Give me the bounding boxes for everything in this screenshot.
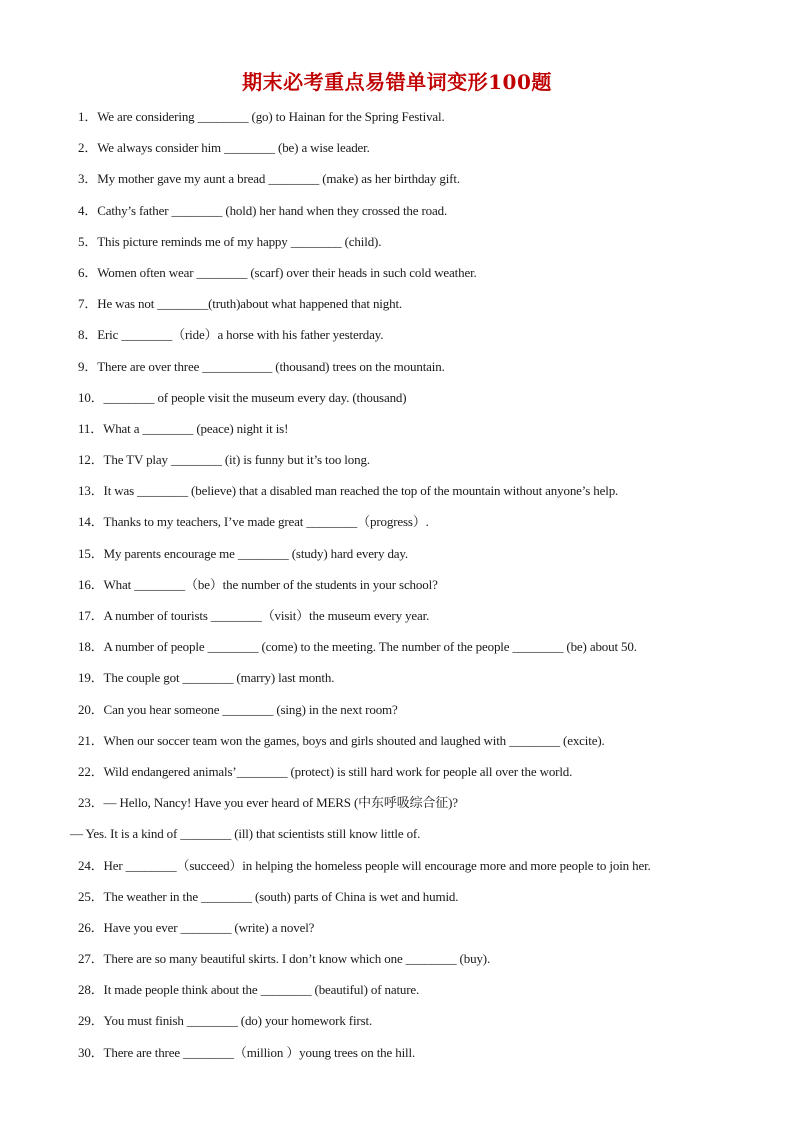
question-16: 16．What ________（be）the number of the students in your school? — [78, 576, 438, 592]
question-23: 23．— Hello, Nancy! Have you ever heard of MERS (中东呼吸综合征)? — [78, 795, 458, 811]
question-27: 27．There are so many beautiful skirts. I don’t know which one ________ (buy). — [78, 951, 491, 967]
question-5: 5．This picture reminds me of my happy ________ (child). — [78, 233, 382, 249]
question-2: 2．We always consider him ________ (be) a wise leader. — [78, 140, 370, 156]
question-list — [70, 106, 758, 1073]
question-24: 24．Her ________（succeed）in helping the homeless people will encourage more and more people to join her. — [78, 857, 651, 873]
question-26: 26．Have you ever ________ (write) a novel? — [78, 919, 315, 935]
question-21: 21．When our soccer team won the games, boys and girls shouted and laughed with ________ (excite). — [78, 732, 605, 748]
question-25: 25．The weather in the ________ (south) parts of China is wet and humid. — [78, 888, 459, 904]
question-18: 18．A number of people ________ (come) to the meeting. The number of the people ________ (be) about 50. — [78, 639, 637, 655]
question-14: 14．Thanks to my teachers, I’ve made great ________（progress）. — [78, 514, 429, 530]
question-4: 4．Cathy’s father ________ (hold) her hand when they crossed the road. — [78, 202, 448, 218]
question-10: 10．________ of people visit the museum every day. (thousand) — [78, 389, 407, 405]
question-23-reply: — Yes. It is a kind of ________ (ill) that scientists still know little of. — [70, 826, 421, 842]
question-28: 28．It made people think about the ________ (beautiful) of nature. — [78, 982, 420, 998]
question-22: 22．Wild endangered animals’________ (protect) is still hard work for people all over the world. — [78, 763, 573, 779]
question-3: 3．My mother gave my aunt a bread ________ (make) as her birthday gift. — [78, 171, 460, 187]
question-20: 20．Can you hear someone ________ (sing) in the next room? — [78, 701, 398, 717]
question-6: 6．Women often wear ________ (scarf) over their heads in such cold weather. — [78, 264, 477, 280]
question-15: 15．My parents encourage me ________ (study) hard every day. — [78, 545, 409, 561]
question-1: 1．We are considering ________ (go) to Hainan for the Spring Festival. — [78, 109, 445, 124]
question-7: 7．He was not ________(truth)about what happened that night. — [78, 296, 403, 312]
question-9: 9．There are over three ___________ (thousand) trees on the mountain. — [78, 358, 445, 374]
question-17: 17．A number of tourists ________（visit）the museum every year. — [78, 608, 430, 623]
question-12: 12．The TV play ________ (it) is funny but it’s too long. — [78, 452, 370, 468]
question-30: 30．There are three ________（million ）young trees on the hill. — [78, 1044, 416, 1060]
question-13: 13．It was ________ (believe) that a disabled man reached the top of the mountain without anyone’s help. — [78, 483, 619, 499]
question-11: 11．What a ________ (peace) night it is! — [78, 420, 289, 436]
question-8: 8．Eric ________（ride）a horse with his father yesterday. — [78, 327, 384, 343]
question-19: 19．The couple got ________ (marry) last month. — [78, 670, 335, 686]
question-29: 29．You must finish ________ (do) your homework first. — [78, 1013, 373, 1029]
page-title: 期末必考重点易错单词变形100题 — [242, 70, 552, 94]
